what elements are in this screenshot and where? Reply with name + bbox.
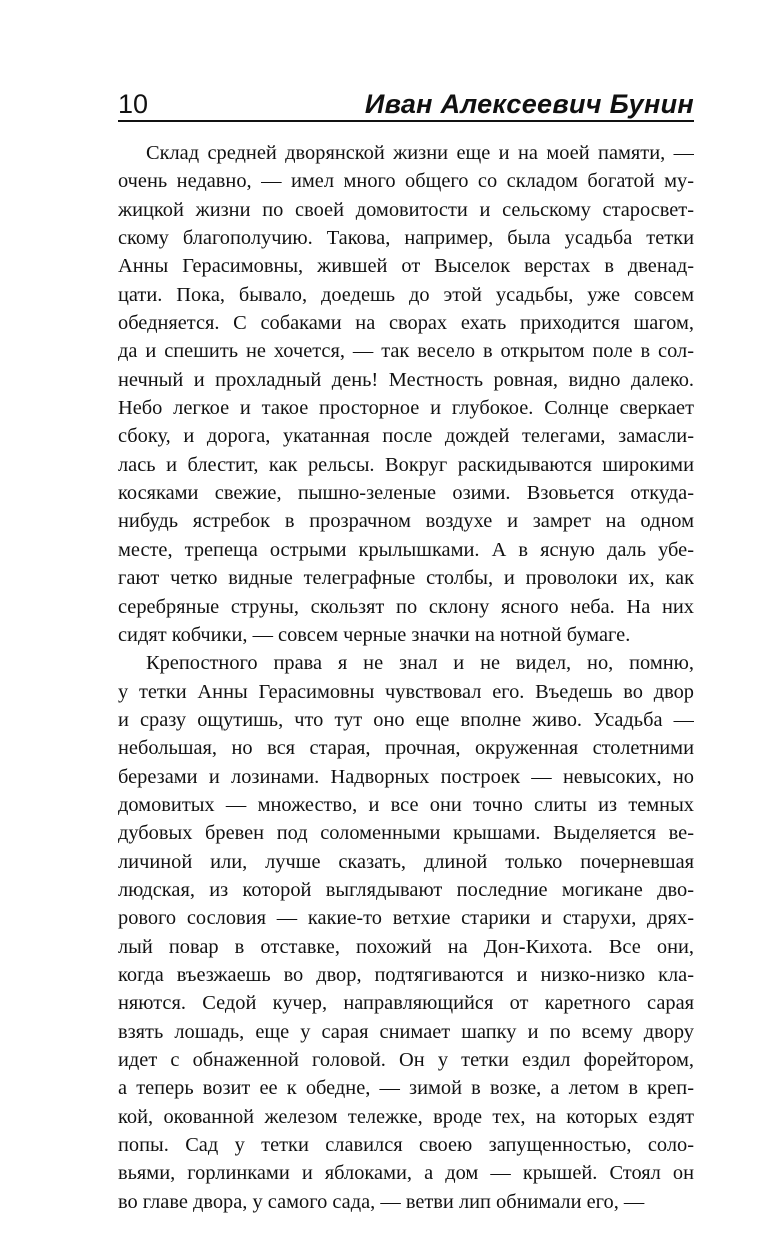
text-line: косяками свежие, пышно-зеленые озими. Взовьется откуда- xyxy=(118,482,694,505)
text-line: няются. Седой кучер, направляющийся от каретного сарая xyxy=(118,992,694,1015)
text-line: очень недавно, — имел много общего со складом богатой му- xyxy=(118,170,694,193)
text-line: рового сословия — какие-то ветхие старики и старухи, дрях- xyxy=(118,907,694,930)
text-line: дубовых бревен под соломенными крышами. Выделяется ве- xyxy=(118,822,694,845)
body-text xyxy=(118,139,694,1216)
text-line: цати. Пока, бывало, доедешь до этой усадьбы, уже совсем xyxy=(118,283,694,306)
text-line: скому благополучию. Такова, например, была усадьба тетки xyxy=(118,227,694,250)
text-line: лась и блестит, как рельсы. Вокруг раскидываются широкими xyxy=(118,453,694,476)
text-line: во главе двора, у самого сада, — ветви лип обнимали его, — xyxy=(118,1190,645,1213)
page-number: 10 xyxy=(118,89,149,119)
text-line: попы. Сад у тетки славился своею запущенностью, соло- xyxy=(118,1134,694,1157)
text-line: людская, из которой выглядывают последние могикане дво- xyxy=(118,878,694,901)
text-line: березами и лозинами. Надворных построек — невысоких, но xyxy=(118,765,694,788)
text-line: Небо легкое и такое просторное и глубокое. Солнце сверкает xyxy=(118,397,694,420)
text-line: сбоку, и дорога, укатанная после дождей телегами, замасли- xyxy=(118,425,694,448)
text-line: вьями, горлинками и яблоками, а дом — крышей. Стоял он xyxy=(118,1162,694,1185)
text-line: и сразу ощутишь, что тут оно еще вполне живо. Усадьба — xyxy=(118,708,694,731)
running-head xyxy=(118,84,694,122)
text-line: месте, трепеща острыми крылышками. А в ясную даль убе- xyxy=(118,538,694,561)
text-line: сидят кобчики, — совсем черные значки на нотной бумаге. xyxy=(118,623,631,646)
text-line: Склад средней дворянской жизни еще и на моей памяти, — xyxy=(146,142,694,164)
text-line: нечный и прохладный день! Местность ровная, видно далеко. xyxy=(118,368,694,391)
text-line: личиной или, лучше сказать, длиной только почерневшая xyxy=(118,850,694,873)
text-line: а теперь возит ее к обедне, — зимой в возке, а летом в креп- xyxy=(118,1077,694,1100)
text-line: взять лошадь, еще у сарая снимает шапку и по всему двору xyxy=(118,1020,694,1043)
text-line: да и спешить не хочется, — так весело в открытом поле в сол- xyxy=(118,340,694,363)
text-line: нибудь ястребок в прозрачном воздухе и замрет на одном xyxy=(118,510,694,533)
text-line: у тетки Анны Герасимовны чувствовал его. Въедешь во двор xyxy=(118,680,694,703)
text-line: идет с обнаженной головой. Он у тетки ездил форейтором, xyxy=(118,1049,694,1071)
text-line: жицкой жизни по своей домовитости и сельскому старосвет- xyxy=(118,198,694,221)
text-line: гают четко видные телеграфные столбы, и проволоки их, как xyxy=(118,567,694,590)
text-line: домовитых — множество, и все они точно слиты из темных xyxy=(118,793,694,816)
book-page xyxy=(118,84,694,1216)
running-head-author: Иван Алексеевич Бунин xyxy=(364,89,694,119)
text-line: Анны Герасимовны, жившей от Выселок верстах в двенад- xyxy=(118,255,694,278)
text-line: кой, окованной железом тележке, вроде тех, на которых ездят xyxy=(118,1105,694,1128)
text-line: небольшая, но вся старая, прочная, окруженная столетними xyxy=(118,737,694,760)
text-line: когда въезжаешь во двор, подтягиваются и низко-низко кла- xyxy=(118,963,694,986)
text-line: Крепостного права я не знал и не видел, но, помню, xyxy=(146,652,694,675)
text-line: лый повар в отставке, похожий на Дон-Кихота. Все они, xyxy=(118,935,694,958)
text-line: обедняется. С собаками на сворах ехать приходится шагом, xyxy=(118,312,694,335)
text-line: серебряные струны, скользят по склону ясного неба. На них xyxy=(118,595,694,618)
